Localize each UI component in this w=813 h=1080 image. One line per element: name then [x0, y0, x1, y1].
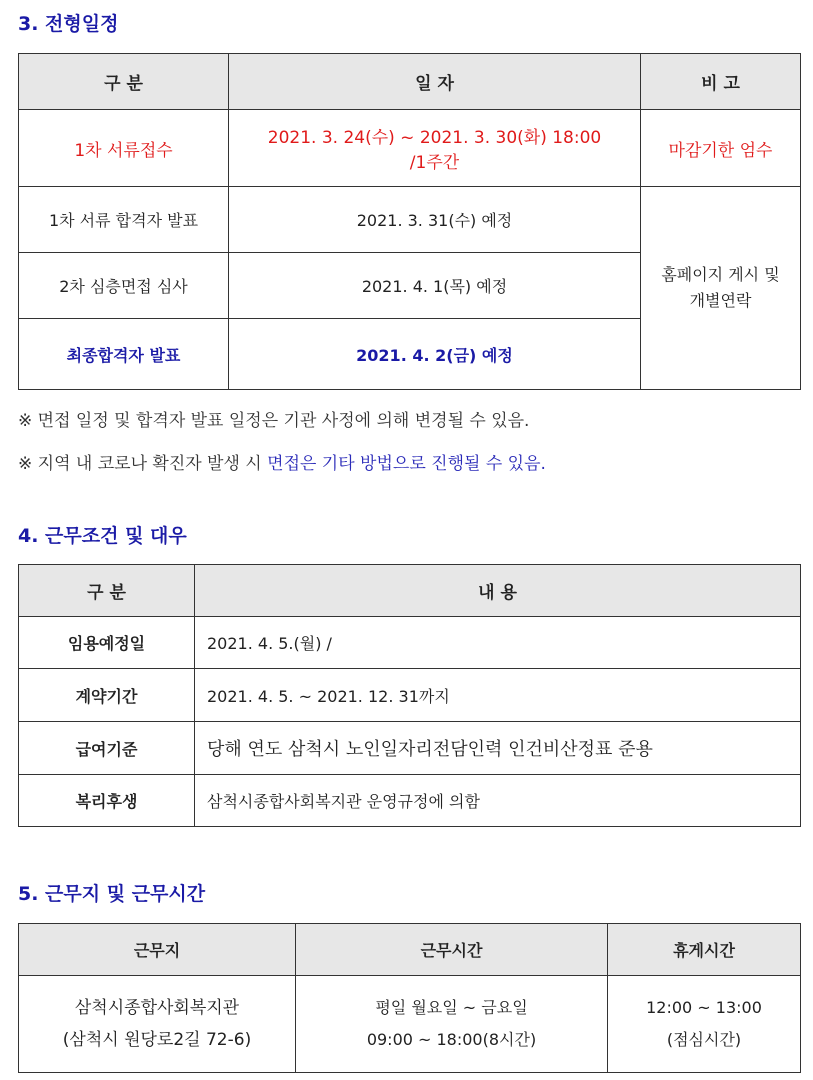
row-label: 1차 서류접수	[19, 110, 229, 187]
conditions-row-start-date	[19, 617, 801, 669]
date-line-1: 2021. 3. 24(수) ~ 2021. 3. 30(화) 18:00	[267, 128, 602, 148]
row-date	[229, 110, 641, 187]
schedule-header-row	[19, 54, 801, 110]
workplace-row	[19, 976, 801, 1073]
section-5-title: 5. 근무지 및 근무시간	[18, 883, 206, 905]
row-value: 당해 연도 삼척시 노인일자리전담인력 인건비산정표 준용	[195, 722, 801, 775]
conditions-row-contract	[19, 669, 801, 722]
merged-remark-line-2: 개별연락	[689, 291, 752, 310]
row-value: 2021. 4. 5. ~ 2021. 12. 31까지	[195, 669, 801, 722]
header-remark: 비 고	[641, 54, 801, 110]
row-date: 2021. 4. 1(목) 예정	[229, 253, 641, 319]
row-label: 임용예정일	[19, 617, 195, 669]
header-break: 휴게시간	[608, 924, 801, 976]
row-label: 1차 서류 합격자 발표	[19, 187, 229, 253]
hours-cell	[296, 976, 608, 1073]
row-label: 2차 심층면접 심사	[19, 253, 229, 319]
conditions-row-salary	[19, 722, 801, 775]
schedule-table	[18, 53, 801, 390]
row-remark: 마감기한 엄수	[641, 110, 801, 187]
hours-line-1: 평일 월요일 ~ 금요일	[375, 998, 528, 1017]
note-2-highlight: 면접은 기타 방법으로 진행될 수 있음.	[267, 454, 546, 474]
place-line-2: (삼척시 원당로2길 72-6)	[62, 1030, 252, 1050]
row-date: 2021. 3. 31(수) 예정	[229, 187, 641, 253]
conditions-table	[18, 564, 801, 827]
merged-remark-line-1: 홈페이지 게시 및	[661, 265, 780, 284]
workplace-table	[18, 923, 801, 1073]
row-value: 삼척시종합사회복지관 운영규정에 의함	[195, 775, 801, 827]
place-line-1: 삼척시종합사회복지관	[74, 998, 240, 1018]
header-date: 일 자	[229, 54, 641, 110]
place-cell	[19, 976, 296, 1073]
schedule-row-document	[19, 110, 801, 187]
header-hours: 근무시간	[296, 924, 608, 976]
row-label: 계약기간	[19, 669, 195, 722]
break-line-1: 12:00 ~ 13:00	[646, 998, 762, 1017]
conditions-header-row	[19, 565, 801, 617]
conditions-row-welfare	[19, 775, 801, 827]
row-label: 최종합격자 발표	[19, 319, 229, 390]
hours-line-2: 09:00 ~ 18:00(8시간)	[366, 1030, 537, 1049]
header-category: 구 분	[19, 565, 195, 617]
header-place: 근무지	[19, 924, 296, 976]
workplace-header-row	[19, 924, 801, 976]
schedule-row-first-result	[19, 187, 801, 253]
header-content: 내 용	[195, 565, 801, 617]
date-line-2: /1주간	[409, 153, 460, 173]
row-date: 2021. 4. 2(금) 예정	[229, 319, 641, 390]
row-label: 급여기준	[19, 722, 195, 775]
note-1: ※ 면접 일정 및 합격자 발표 일정은 기관 사정에 의해 변경될 수 있음.	[18, 411, 530, 431]
header-category: 구 분	[19, 54, 229, 110]
merged-remark	[641, 187, 801, 390]
section-4-title: 4. 근무조건 및 대우	[18, 525, 187, 547]
section-3-title: 3. 전형일정	[18, 13, 119, 35]
break-line-2: (점심시간)	[666, 1030, 742, 1049]
note-2-prefix: ※ 지역 내 코로나 확진자 발생 시	[18, 454, 268, 474]
note-2	[18, 449, 546, 474]
row-value: 2021. 4. 5.(월) /	[195, 617, 801, 669]
break-cell	[608, 976, 801, 1073]
row-label: 복리후생	[19, 775, 195, 827]
